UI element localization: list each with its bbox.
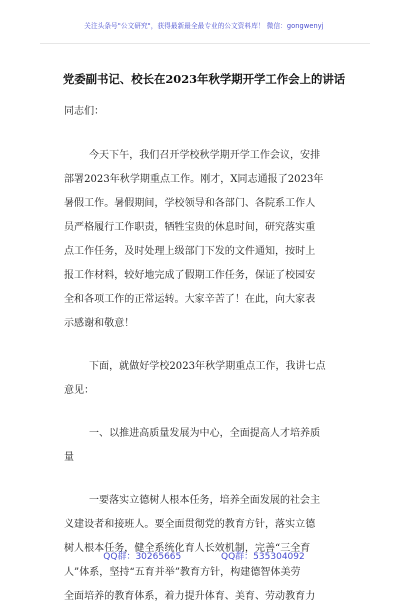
body-line: 示感谢和敬意！: [64, 318, 135, 329]
footer-qq-group-2: QQ群：535304092: [221, 552, 305, 562]
body-line: 暑假工作。暑假期间，学校领导和各部门、各院系工作人: [64, 198, 316, 209]
body-line: 全面培养的教育体系，着力提升体育、美育、劳动教育力: [64, 591, 316, 602]
body-line: 意见：: [64, 385, 95, 396]
body-line: 下面，就做好学校2023年秋学期重点工作，我讲七点: [89, 361, 326, 372]
body-line: 一要落实立德树人根本任务，培养全面发展的社会主: [89, 495, 321, 506]
body-line: 员严格履行工作职责，牺牲宝贵的休息时间，研究落实重: [64, 222, 316, 233]
body-line: 报工作材料，较好地完成了假期工作任务，保证了校园安: [64, 270, 316, 281]
body-line: 部署2023年秋学期重点工作。刚才，X同志通报了2023年: [64, 174, 324, 185]
header-bar: [0, 0, 408, 58]
body-line: 全和各项工作的正常运转。大家辛苦了！在此，向大家表: [64, 294, 316, 305]
document-title: 党委副书记、校长在2023年秋学期开学工作会上的讲话: [62, 72, 346, 86]
section-heading: 一、以推进高质量发展为中心，全面提高人才培养质: [89, 428, 321, 439]
header-notice: 关注头条号"公文研究"，获得最新最全最专业的公文资料库！ 微信：gongwenyj: [84, 22, 324, 30]
footer-qq-group-1: QQ群：30265665: [103, 552, 182, 562]
body-line: 今天下午，我们召开学校秋学期开学工作会议，安排: [89, 150, 321, 161]
body-line: 点工作任务，及时处理上级部门下发的文件通知，按时上: [64, 246, 316, 257]
footer-qq: [0, 549, 408, 562]
salutation: 同志们：: [64, 106, 105, 117]
body-line: 树人根本任务，健全系统化育人长效机制，完善“三全育: [64, 543, 311, 554]
body-line: 人”体系，坚持“五育并举”教育方针，构建德智体美劳: [64, 567, 301, 578]
body-line: 义建设者和接班人。要全面贯彻党的教育方针，落实立德: [64, 519, 316, 530]
section-heading: 量: [64, 452, 75, 463]
header-divider: [40, 43, 370, 44]
